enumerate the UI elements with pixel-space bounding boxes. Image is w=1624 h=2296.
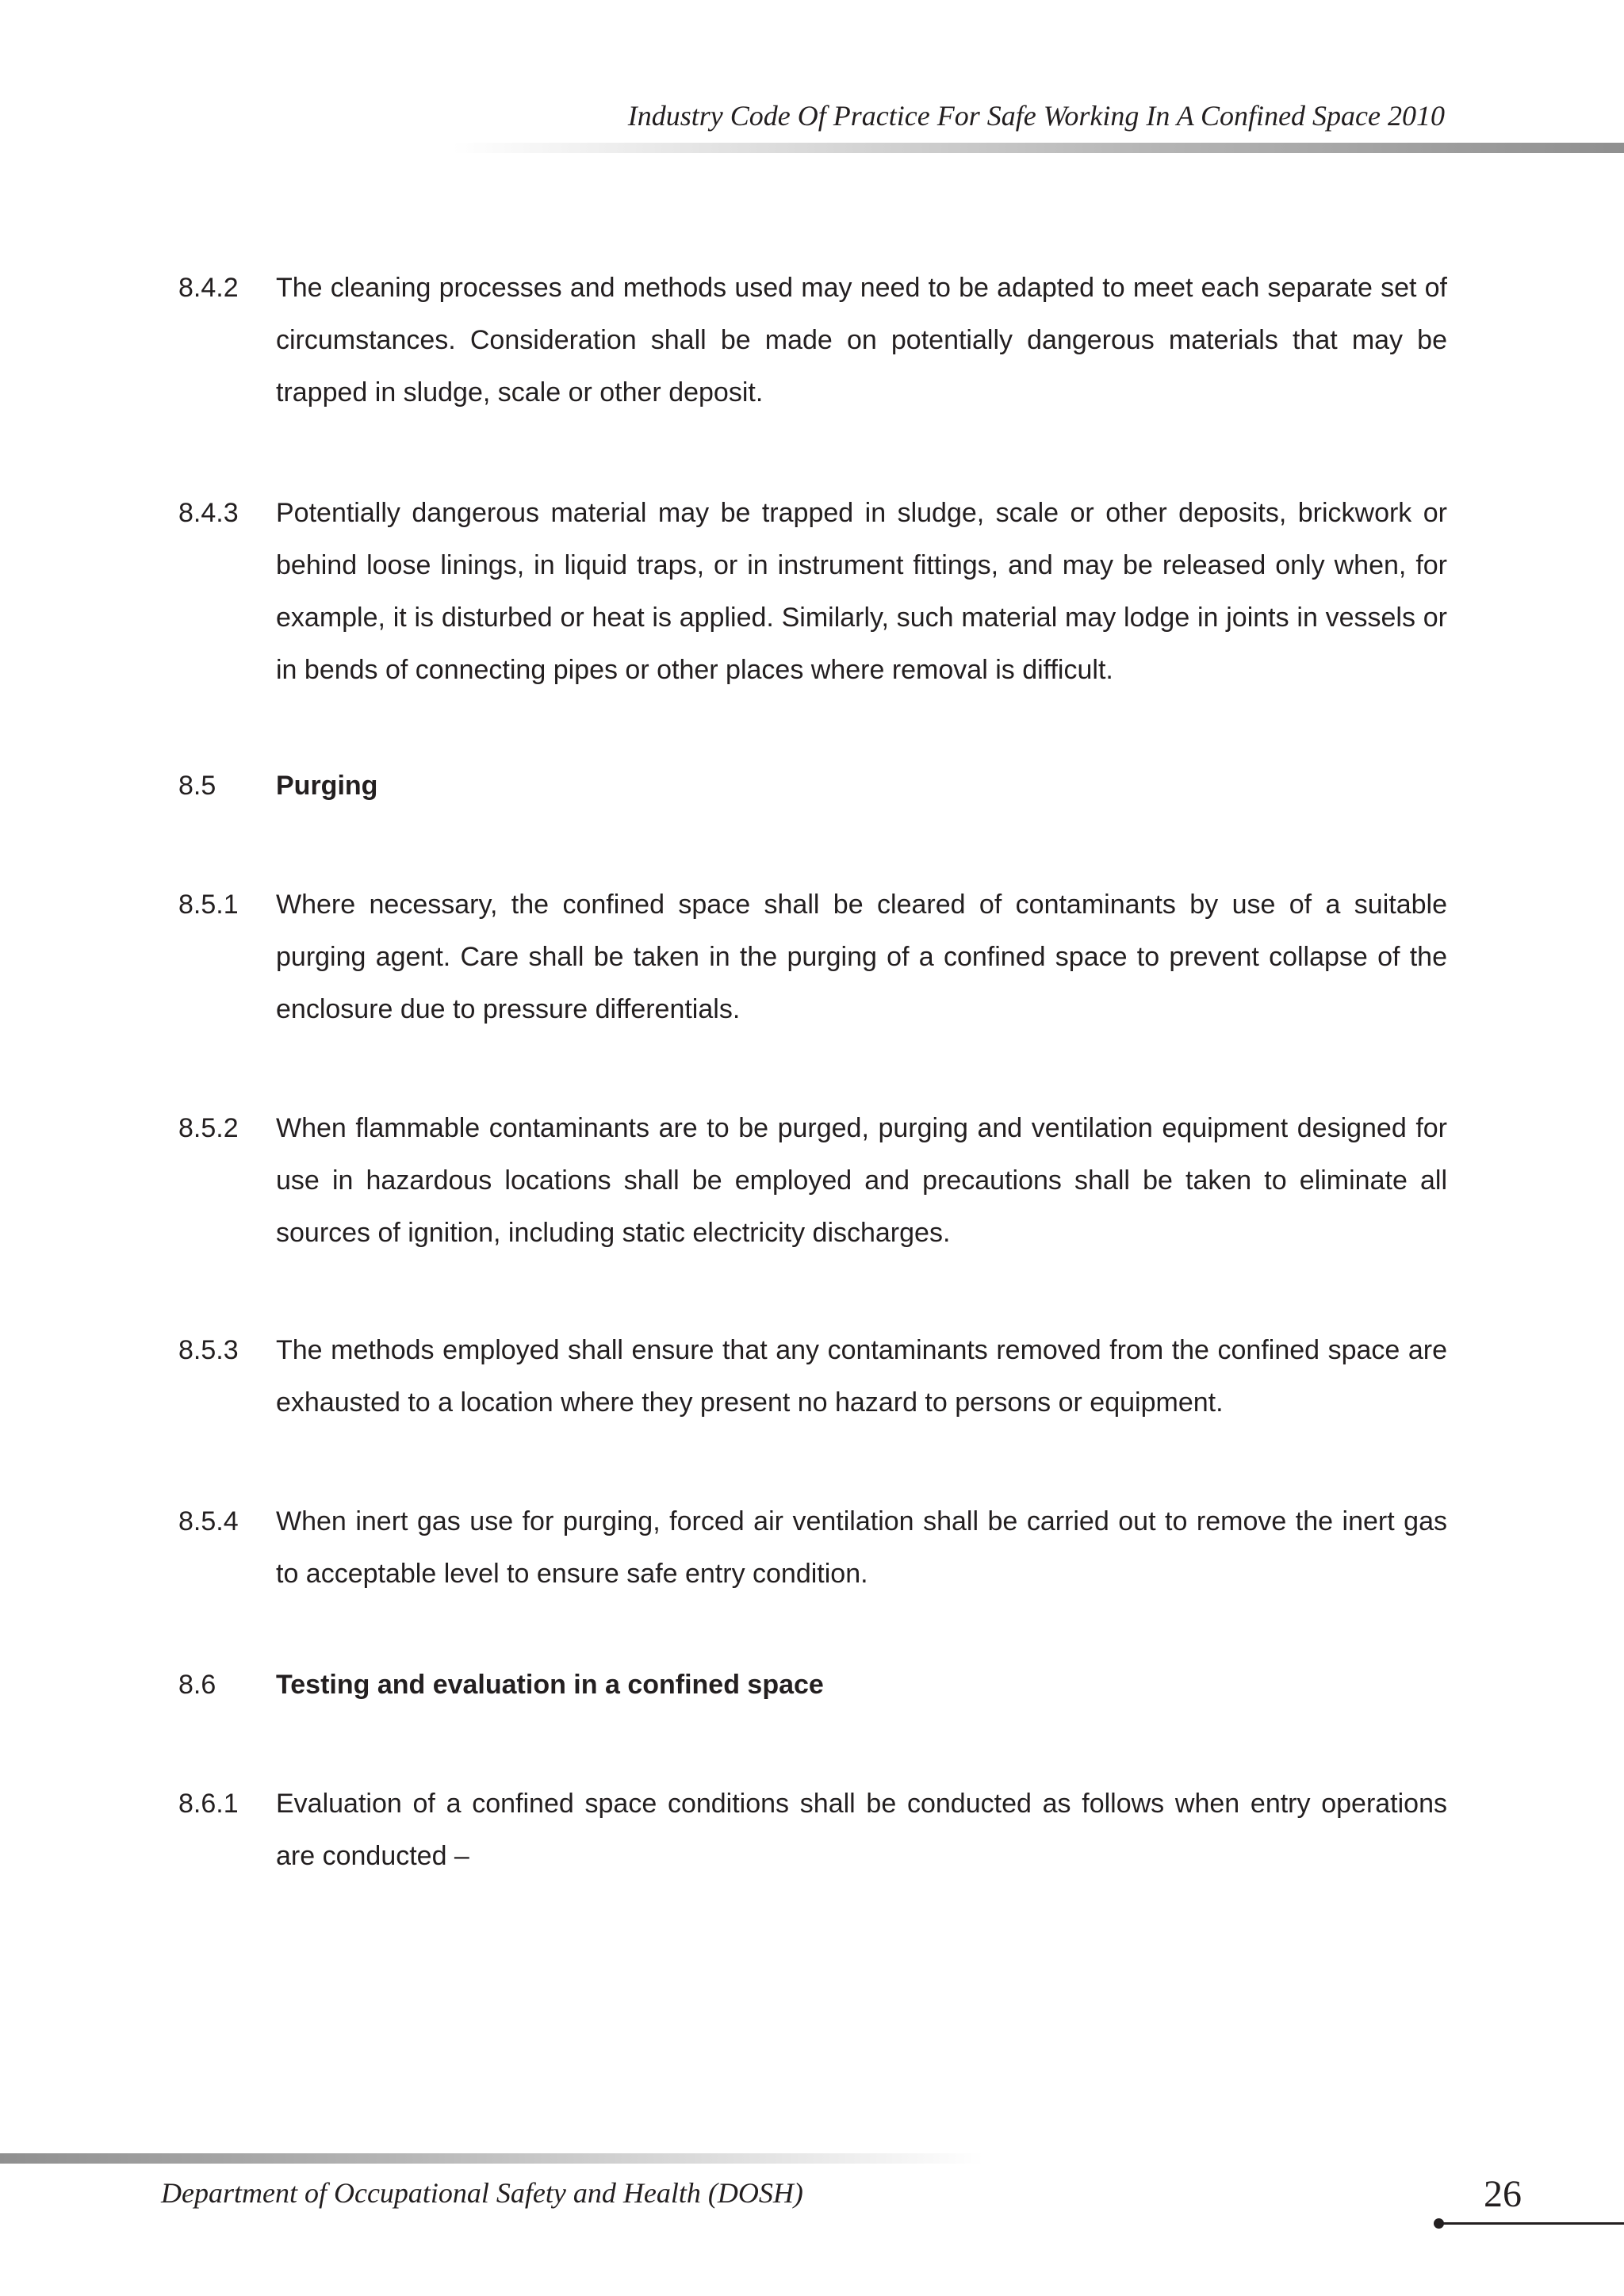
clause-number: 8.6.1 <box>178 1789 239 1819</box>
clause-8-5-1 <box>178 878 1447 1035</box>
clause-8-5-4 <box>178 1495 1447 1600</box>
section-heading-8-5 <box>178 760 1447 812</box>
clause-number: 8.5.4 <box>178 1506 239 1536</box>
clause-8-4-3 <box>178 487 1447 696</box>
page-number: 26 <box>1484 2173 1522 2215</box>
clause-number: 8.5.1 <box>178 890 239 920</box>
clause-8-6-1 <box>178 1777 1447 1882</box>
clause-number: 8.4.2 <box>178 273 239 303</box>
clause-text: Where necessary, the confined space shall be cleared of contaminants by use of a suitable purging agent. Care shall be taken in the purging of a confined space to prevent collapse of the enclosure due to pressure differentials. <box>276 890 1447 1024</box>
clause-text: When flammable contaminants are to be purged, purging and ventilation equipment designed for use in hazardous locations shall be employed and precautions shall be taken to eliminate all sources of ignition, including static electricity discharges. <box>276 1113 1447 1248</box>
clause-8-5-3 <box>178 1324 1447 1429</box>
clause-number: 8.4.3 <box>178 498 239 528</box>
clause-number: 8.5.2 <box>178 1113 239 1143</box>
running-header-title: Industry Code Of Practice For Safe Working In A Confined Space 2010 <box>627 100 1445 132</box>
clause-text: The cleaning processes and methods used may need to be adapted to meet each separate set of circumstances. Consideration shall be made on potentially dangerous materials that may be trapped in sludge, scale or other deposit. <box>276 273 1447 408</box>
clause-number: 8.5.3 <box>178 1335 239 1365</box>
footer-rule-dot <box>1434 2218 1444 2229</box>
section-number: 8.6 <box>178 1670 216 1700</box>
header-gradient-bar <box>452 143 1624 153</box>
footer-department: Department of Occupational Safety and Health (DOSH) <box>161 2177 803 2209</box>
section-title: Testing and evaluation in a confined space <box>276 1670 824 1700</box>
clause-8-4-2 <box>178 262 1447 419</box>
footer-gradient-bar <box>0 2153 983 2164</box>
section-title: Purging <box>276 771 378 801</box>
section-heading-8-6 <box>178 1659 1447 1711</box>
clause-8-5-2 <box>178 1102 1447 1259</box>
section-number: 8.5 <box>178 771 216 801</box>
clause-text: The methods employed shall ensure that any contaminants removed from the confined space are exhausted to a location where they present no hazard to persons or equipment. <box>276 1335 1447 1418</box>
clause-text: When inert gas use for purging, forced air ventilation shall be carried out to remove the inert gas to acceptable level to ensure safe entry condition. <box>276 1506 1447 1589</box>
clause-text: Evaluation of a confined space conditions shall be conducted as follows when entry operations are conducted – <box>276 1789 1447 1871</box>
footer-rule <box>1439 2222 1624 2225</box>
clause-text: Potentially dangerous material may be trapped in sludge, scale or other deposits, brickwork or behind loose linings, in liquid traps, or in instrument fittings, and may be released only when, for example, it is disturbed or heat is applied. Similarly, such material may lodge in joints in vessels or in bends of connecting pipes or other places where removal is difficult. <box>276 498 1447 685</box>
